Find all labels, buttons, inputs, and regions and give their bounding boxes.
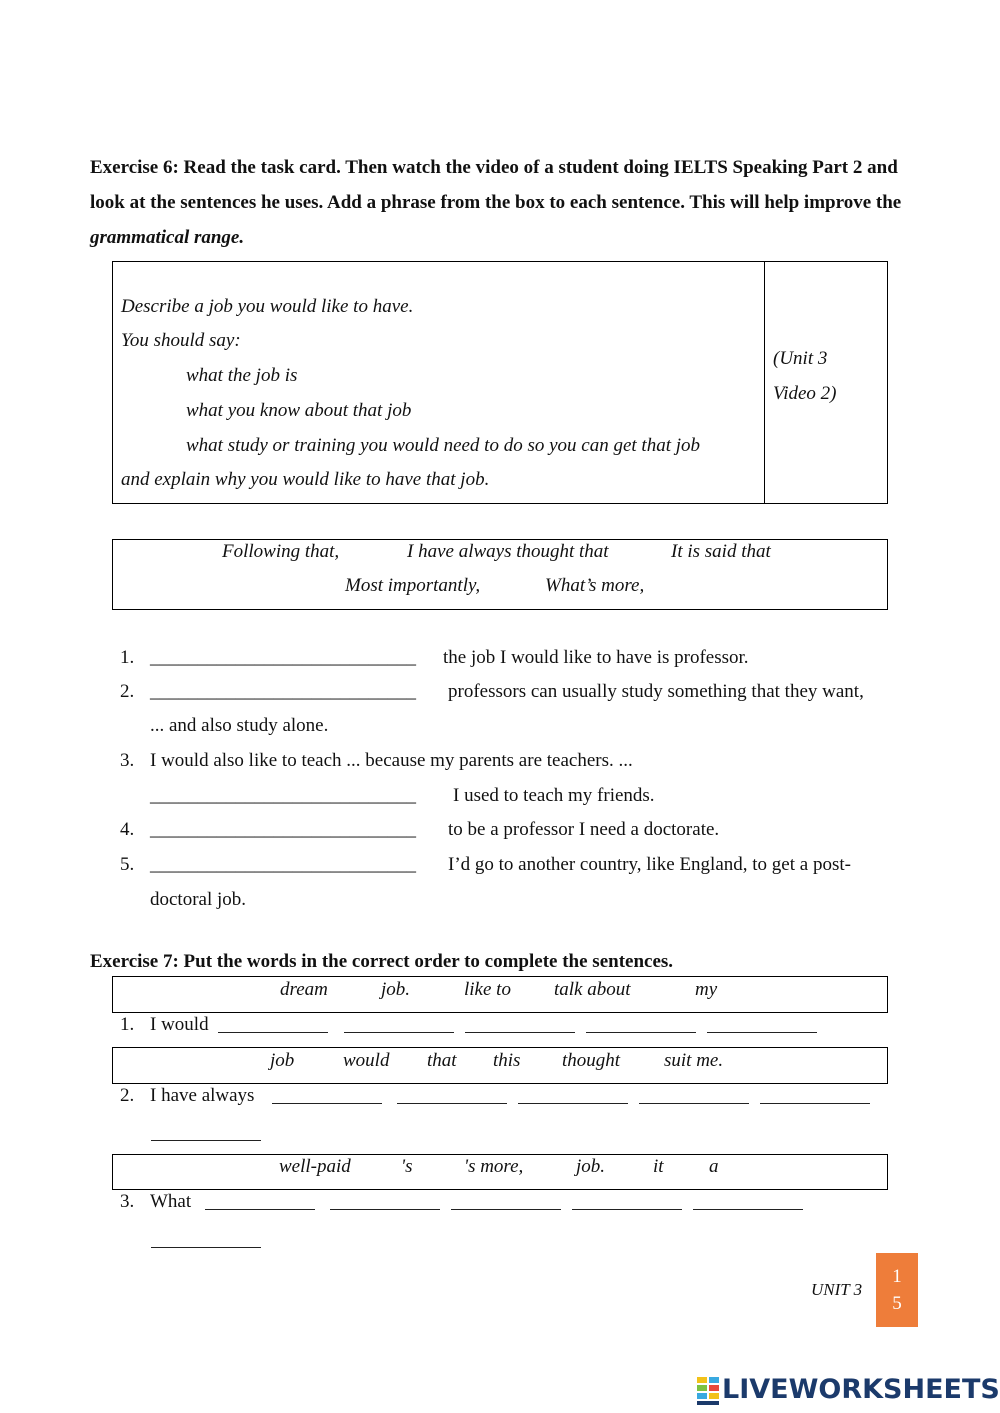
task-card-bullet: what you know about that job: [186, 400, 412, 421]
exercise-7-instructions: Exercise 7: Put the words in the correct order to complete the sentences.: [90, 951, 674, 972]
answer-blank[interactable]: [518, 1103, 628, 1104]
item-text: to be a professor I need a doctorate.: [448, 819, 720, 840]
item-text: I would also like to teach ... because my parents are teachers. ...: [150, 750, 633, 771]
page-digit: 1: [892, 1266, 902, 1287]
word-chip[interactable]: 's: [401, 1156, 413, 1177]
word-chip[interactable]: job: [270, 1050, 295, 1071]
item-number: 1.: [120, 647, 135, 668]
answer-blank[interactable]: [451, 1209, 561, 1210]
task-card-bullet: what the job is: [186, 365, 298, 386]
item-text: the job I would like to have is professor.: [443, 647, 749, 668]
answer-blank[interactable]: [272, 1103, 382, 1104]
answer-blank[interactable]: [344, 1032, 454, 1033]
phrase-option[interactable]: What’s more,: [545, 575, 645, 596]
word-box-2: [112, 1047, 888, 1084]
liveworksheets-logo-icon: [697, 1377, 719, 1405]
phrase-box: [112, 539, 888, 610]
exercise-6-instructions: Exercise 6: Read the task card. Then watch the video of a student doing IELTS Speaking Part 2 and look at the sentences he uses. Add a phrase from the box to each sentence. This will help improve the grammatical range.: [90, 157, 902, 248]
answer-blank-4[interactable]: ____________________________: [150, 819, 416, 840]
item-number: 3.: [120, 1191, 135, 1212]
item-number: 1.: [120, 1014, 135, 1035]
answer-blank[interactable]: [151, 1247, 261, 1248]
answer-blank[interactable]: [586, 1032, 696, 1033]
answer-blank[interactable]: [639, 1103, 749, 1104]
answer-blank[interactable]: [572, 1209, 682, 1210]
word-chip[interactable]: this: [493, 1050, 521, 1071]
phrase-option[interactable]: Following that,: [222, 541, 340, 562]
answer-blank-1[interactable]: ____________________________: [150, 647, 416, 668]
task-card-should-say: You should say:: [121, 330, 241, 351]
video-reference: Video 2): [773, 383, 837, 404]
item-text-continued: ... and also study alone.: [150, 715, 329, 736]
answer-blank[interactable]: [693, 1209, 803, 1210]
item-text: I’d go to another country, like England, to get a post-: [448, 854, 851, 875]
item-text: professors can usually study something that they want,: [448, 681, 864, 702]
item-text-continued: I used to teach my friends.: [453, 785, 655, 806]
video-reference: (Unit 3: [773, 348, 828, 369]
word-chip[interactable]: 's more,: [464, 1156, 524, 1177]
page-number-badge: [876, 1253, 918, 1327]
sentence-start: I have always: [150, 1085, 255, 1106]
word-chip[interactable]: talk about: [554, 979, 631, 1000]
grammatical-range-emphasis: grammatical range.: [90, 227, 245, 248]
item-number: 4.: [120, 819, 135, 840]
word-box-3: [112, 1154, 888, 1190]
word-chip[interactable]: a: [709, 1156, 719, 1177]
word-chip[interactable]: job.: [381, 979, 411, 1000]
answer-blank-3[interactable]: ____________________________: [150, 785, 416, 806]
answer-blank[interactable]: [465, 1032, 575, 1033]
answer-blank-5[interactable]: ____________________________: [150, 854, 416, 875]
word-chip[interactable]: that: [427, 1050, 457, 1071]
word-chip[interactable]: thought: [562, 1050, 621, 1071]
sentence-start: What: [150, 1191, 192, 1212]
word-chip[interactable]: dream: [280, 979, 328, 1000]
answer-blank[interactable]: [151, 1140, 261, 1141]
task-card-prompt: Describe a job you would like to have.: [121, 296, 414, 317]
phrase-option[interactable]: It is said that: [671, 541, 771, 562]
page-digit: 5: [892, 1293, 902, 1314]
task-card-bullet: what study or training you would need to do so you can get that job: [186, 435, 701, 456]
answer-blank[interactable]: [397, 1103, 507, 1104]
word-chip[interactable]: would: [343, 1050, 390, 1071]
answer-blank-2[interactable]: ____________________________: [150, 681, 416, 702]
item-number: 5.: [120, 854, 135, 875]
task-card-explain: and explain why you would like to have that job.: [121, 469, 490, 490]
word-chip[interactable]: my: [695, 979, 718, 1000]
sentence-start: I would: [150, 1014, 209, 1035]
word-chip[interactable]: suit me.: [664, 1050, 724, 1071]
word-box-1: [112, 976, 888, 1013]
phrase-option[interactable]: Most importantly,: [345, 575, 481, 596]
word-chip[interactable]: well-paid: [279, 1156, 351, 1177]
task-card-divider: [764, 262, 765, 503]
word-chip[interactable]: job.: [576, 1156, 606, 1177]
answer-blank[interactable]: [205, 1209, 315, 1210]
task-card: [112, 261, 888, 504]
item-number: 2.: [120, 1085, 135, 1106]
answer-blank[interactable]: [330, 1209, 440, 1210]
phrase-option[interactable]: I have always thought that: [407, 541, 609, 562]
answer-blank[interactable]: [218, 1032, 328, 1033]
unit-label: UNIT 3: [811, 1280, 863, 1299]
answer-blank[interactable]: [760, 1103, 870, 1104]
item-text-continued: doctoral job.: [150, 889, 247, 910]
word-chip[interactable]: it: [653, 1156, 664, 1177]
item-number: 3.: [120, 750, 135, 771]
item-number: 2.: [120, 681, 135, 702]
answer-blank[interactable]: [707, 1032, 817, 1033]
word-chip[interactable]: like to: [464, 979, 511, 1000]
liveworksheets-brand[interactable]: LIVEWORKSHEETS: [722, 1374, 1000, 1405]
